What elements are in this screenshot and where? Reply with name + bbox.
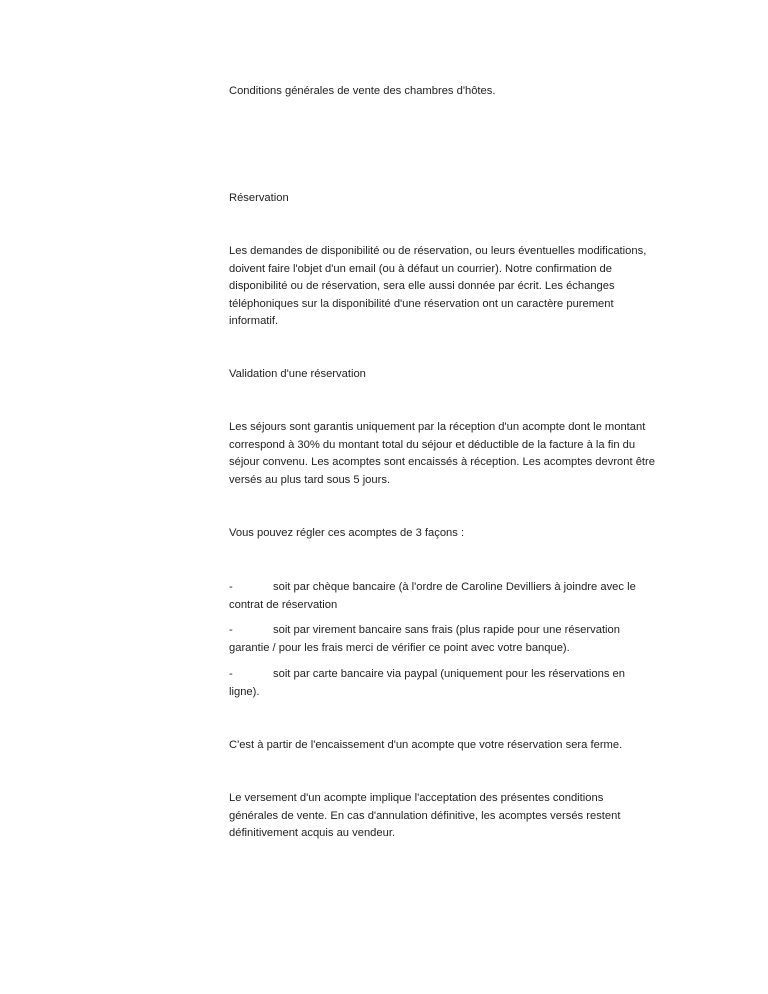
acceptance-paragraph: [229, 790, 679, 843]
validation-paragraph: [229, 419, 679, 489]
paragraph-line: informatif.: [229, 315, 279, 327]
validation-heading: Validation d'une réservation: [229, 368, 366, 380]
paragraph-line: doivent faire l'objet d'un email (ou à défaut un courrier). Notre confirmation de: [229, 262, 612, 275]
payment-method-transfer: - soit par virement bancaire sans frais (plus rapide pour une réservation garantie / pour les frais merci de vérifier ce point avec votre banque).: [229, 624, 620, 654]
paragraph-line: séjour convenu. Les acomptes sont encaissés à réception. Les acomptes devront être: [229, 456, 655, 468]
paragraph-line: correspond à 30% du montant total du séjour et déductible de la facture à la fin du: [229, 438, 636, 451]
firm-statement: C'est à partir de l'encaissement d'un acompte que votre réservation sera ferme.: [229, 739, 623, 751]
paragraph-line: téléphoniques sur la disponibilité d'une réservation ont un caractère purement: [229, 297, 614, 310]
payment-method-paypal: - soit par carte bancaire via paypal (uniquement pour les réservations en ligne).: [229, 668, 625, 698]
payment-method-cheque: - soit par chèque bancaire (à l'ordre de Caroline Devilliers à joindre avec le contrat de réservation: [229, 581, 636, 611]
paragraph-line: Le versement d'un acompte implique l'acceptation des présentes conditions: [229, 792, 604, 804]
paragraph-line: versés au plus tard sous 5 jours.: [229, 473, 391, 486]
paragraph-line: générales de vente. En cas d'annulation définitive, les acomptes versés restent: [229, 809, 621, 822]
paragraph-line: Les demandes de disponibilité ou de réservation, ou leurs éventuelles modifications,: [229, 245, 647, 257]
list-bullet: -: [229, 668, 233, 680]
paragraph-line: disponibilité ou de réservation, sera elle aussi donnée par écrit. Les échanges: [229, 280, 615, 292]
paragraph-line: définitivement acquis au vendeur.: [229, 827, 396, 839]
list-bullet: -: [229, 624, 233, 636]
document-title: Conditions générales de vente des chambres d'hôtes.: [229, 85, 496, 97]
list-bullet: -: [229, 581, 233, 593]
paragraph-line: Les séjours sont garantis uniquement par la réception d'un acompte dont le montant: [229, 421, 646, 433]
reservation-paragraph: [229, 243, 679, 331]
payment-intro: Vous pouvez régler ces acomptes de 3 façons :: [229, 527, 465, 539]
reservation-heading: Réservation: [229, 192, 289, 204]
